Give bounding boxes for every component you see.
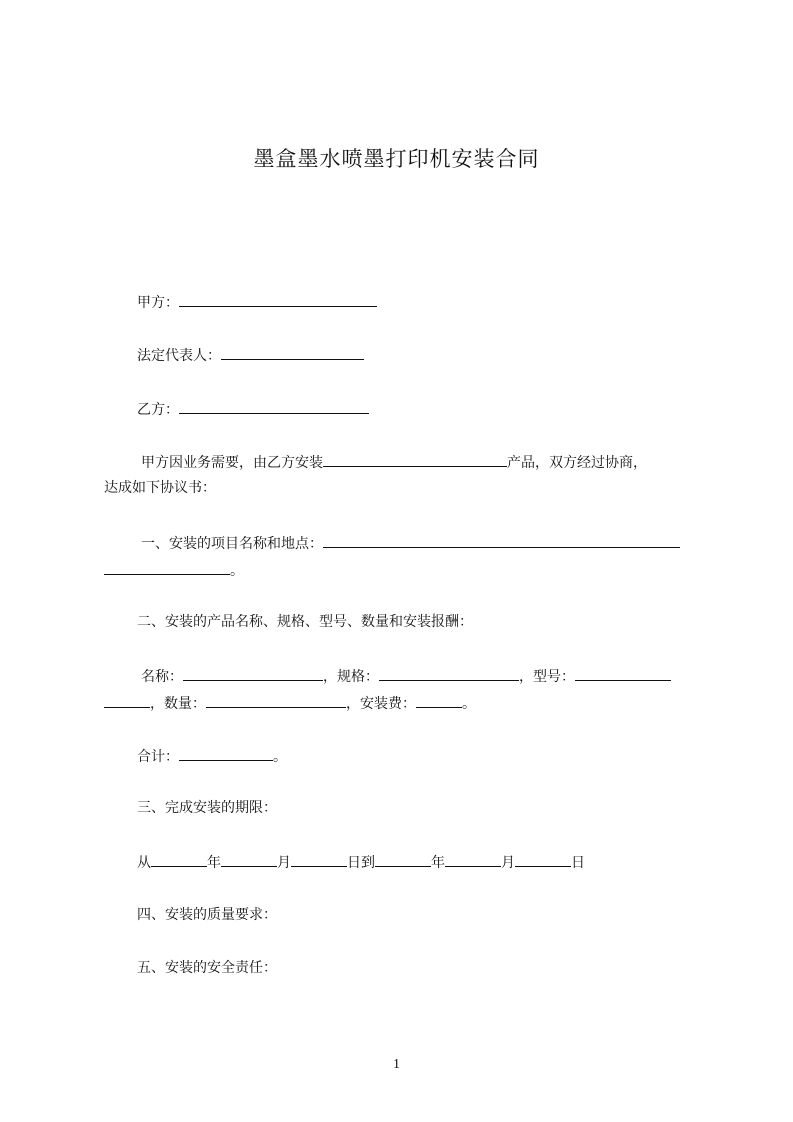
legal-rep-label: 法定代表人：	[137, 348, 221, 364]
section1-blank-2[interactable]	[104, 559, 230, 575]
qty-label: ，数量：	[150, 696, 206, 712]
section2-end: 。	[462, 696, 476, 712]
qty-blank[interactable]	[206, 692, 346, 708]
total-label: 合计：	[137, 749, 179, 765]
model-label: ，型号：	[519, 669, 575, 685]
section2-heading: 二、安装的产品名称、规格、型号、数量和安装报酬：	[137, 614, 473, 630]
spec-blank[interactable]	[379, 665, 519, 681]
section1-line-1	[141, 532, 680, 554]
section3-date-line	[137, 851, 585, 873]
month-label: 月	[277, 855, 291, 871]
section4-heading: 四、安装的质量要求：	[137, 907, 277, 923]
party-a-label: 甲方：	[137, 295, 179, 311]
start-day-blank[interactable]	[291, 851, 347, 867]
model-blank-1[interactable]	[575, 665, 671, 681]
party-b-blank[interactable]	[179, 398, 369, 414]
end-day-blank[interactable]	[515, 851, 571, 867]
spec-label: ，规格：	[323, 669, 379, 685]
party-a-line	[137, 291, 377, 313]
from-label: 从	[137, 855, 151, 871]
model-blank-2[interactable]	[104, 692, 150, 708]
section5-heading: 五、安装的安全责任：	[137, 960, 277, 976]
intro-text-3: 达成如下协议书：	[104, 480, 216, 496]
year2-label: 年	[431, 855, 445, 871]
intro-product-blank[interactable]	[323, 451, 507, 467]
day-to-label: 日到	[347, 855, 375, 871]
month2-label: 月	[501, 855, 515, 871]
name-blank[interactable]	[183, 665, 323, 681]
start-year-blank[interactable]	[151, 851, 207, 867]
day2-label: 日	[571, 855, 585, 871]
section2-line-2	[104, 692, 476, 714]
document-title: 墨盒墨水喷墨打印机安装合同	[253, 147, 540, 171]
section1-end: 。	[230, 563, 244, 579]
start-month-blank[interactable]	[221, 851, 277, 867]
name-label: 名称：	[141, 669, 183, 685]
legal-rep-line	[137, 344, 364, 366]
end-year-blank[interactable]	[375, 851, 431, 867]
section2-line-1	[141, 665, 671, 687]
section1-line-2	[104, 559, 244, 581]
intro-text-1: 甲方因业务需要，由乙方安装	[141, 455, 323, 471]
intro-line-2	[104, 478, 216, 498]
total-line	[137, 745, 287, 767]
intro-text-2: 产品，双方经过协商，	[507, 455, 647, 471]
total-end: 。	[273, 749, 287, 765]
end-month-blank[interactable]	[445, 851, 501, 867]
page-number: 1	[393, 1057, 400, 1072]
intro-line-1	[141, 451, 647, 473]
section1-blank-1[interactable]	[323, 532, 680, 548]
year-label: 年	[207, 855, 221, 871]
section1-label: 一、安装的项目名称和地点：	[141, 536, 323, 552]
legal-rep-blank[interactable]	[221, 344, 364, 360]
party-b-line	[137, 398, 369, 420]
section3-heading: 三、完成安装的期限：	[137, 800, 277, 816]
fee-label: ，安装费：	[346, 696, 416, 712]
total-blank[interactable]	[179, 745, 273, 761]
party-a-blank[interactable]	[179, 291, 377, 307]
party-b-label: 乙方：	[137, 402, 179, 418]
fee-blank[interactable]	[416, 692, 462, 708]
